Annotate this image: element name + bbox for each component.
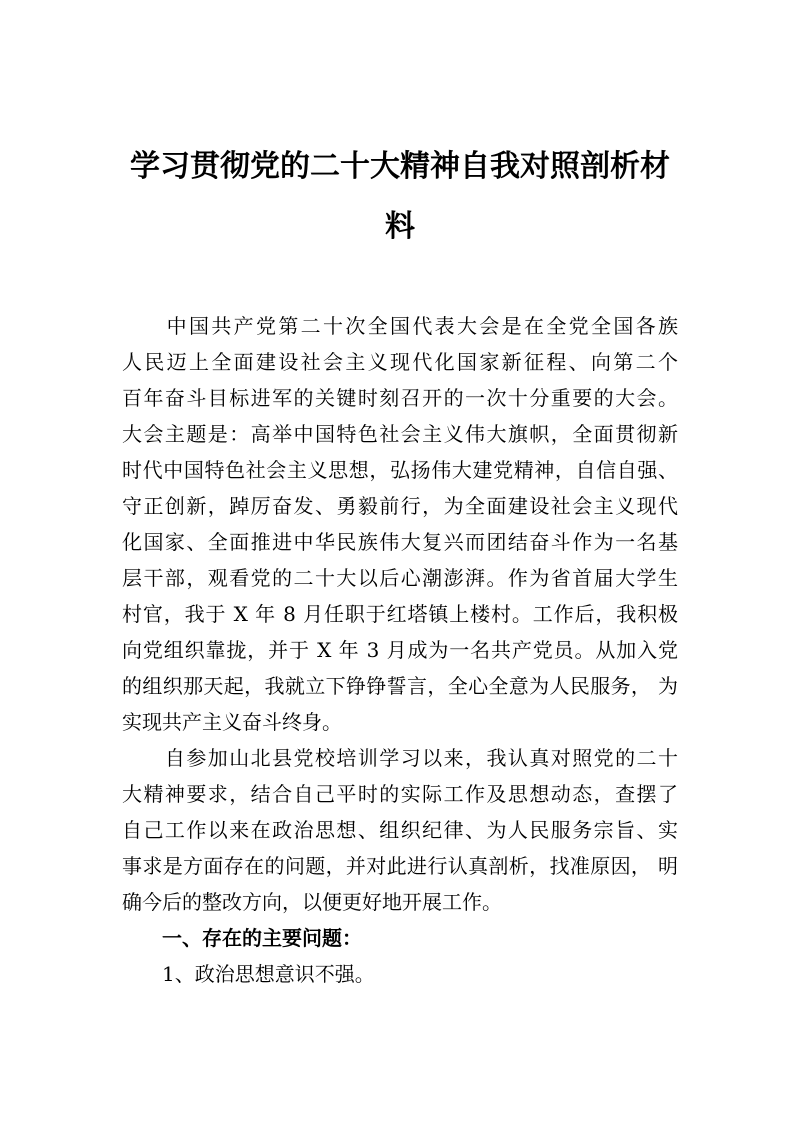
paragraph-line: 守正创新，踔厉奋发、勇毅前行，为全面建设社会主义现代 bbox=[122, 494, 678, 518]
paragraph-line: 时代中国特色社会主义思想，弘扬伟大建党精神，自信自强、 bbox=[122, 458, 678, 482]
paragraph-line: 大精神要求，结合自己平时的实际工作及思想动态，查摆了 bbox=[122, 782, 678, 806]
paragraph-line: 确今后的整改方向，以便更好地开展工作。 bbox=[122, 890, 502, 914]
paragraph-line: 化国家、全面推进中华民族伟大复兴而团结奋斗作为一名基 bbox=[122, 530, 678, 554]
paragraph-line: 自己工作以来在政治思想、组织纪律、为人民服务宗旨、实 bbox=[122, 818, 678, 842]
paragraph-line: 自参加山北县党校培训学习以来，我认真对照党的二十 bbox=[122, 746, 678, 770]
paragraph-line: 人民迈上全面建设社会主义现代化国家新征程、向第二个 bbox=[122, 350, 678, 374]
paragraph-line: 大会主题是：高举中国特色社会主义伟大旗帜，全面贯彻新 bbox=[122, 422, 678, 446]
document-title-line-1: 学习贯彻党的二十大精神自我对照剖析材 bbox=[130, 149, 670, 184]
section-heading: 一、存在的主要问题： bbox=[122, 926, 362, 950]
document-title-line-2: 料 bbox=[385, 209, 415, 244]
paragraph-line: 事求是方面存在的问题，并对此进行认真剖析，找准原因， 明 bbox=[122, 854, 678, 878]
paragraph-line: 实现共产主义奋斗终身。 bbox=[122, 710, 342, 734]
subsection-heading: 1、政治思想意识不强。 bbox=[122, 962, 375, 986]
paragraph-line: 百年奋斗目标进军的关键时刻召开的一次十分重要的大会。 bbox=[122, 386, 678, 410]
paragraph-line: 中国共产党第二十次全国代表大会是在全党全国各族 bbox=[122, 314, 678, 338]
document-body bbox=[122, 308, 678, 992]
paragraph-line: 村官，我于 X 年 8 月任职于红塔镇上楼村。工作后，我积极 bbox=[122, 602, 678, 626]
paragraph-line: 层干部，观看党的二十大以后心潮澎湃。作为省首届大学生 bbox=[122, 566, 678, 590]
paragraph-line: 向党组织靠拢，并于 X 年 3 月成为一名共产党员。从加入党 bbox=[122, 638, 678, 662]
paragraph-line: 的组织那天起，我就立下铮铮誓言，全心全意为人民服务， 为 bbox=[122, 674, 678, 698]
